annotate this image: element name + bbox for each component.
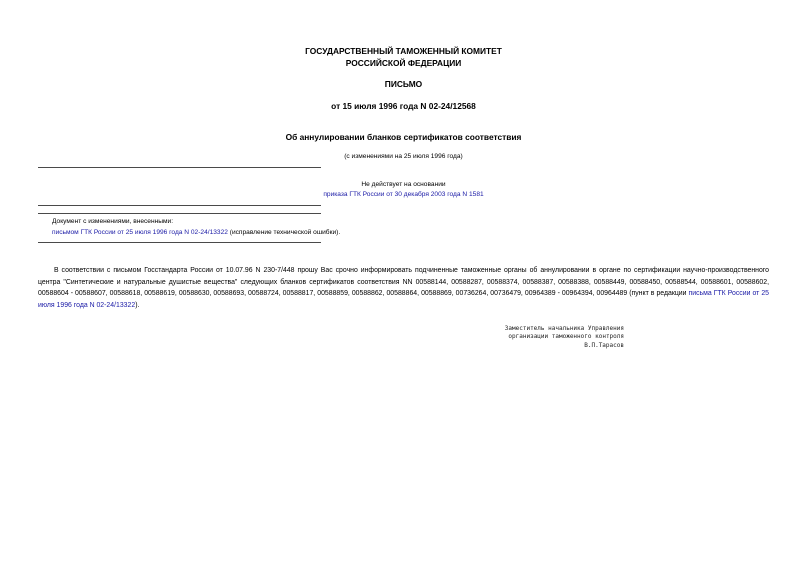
basis-link-line [0,190,807,200]
document-title: Об аннулировании бланков сертификатов соответствия [285,132,522,142]
not-valid-notice: Не действует на основании [361,181,446,188]
changes-line [52,226,340,239]
divider [38,167,321,168]
body-text: В соответствии с письмом Госстандарта России от 10.07.96 N 230-7/448 прошу Вас срочно информировать подчиненные таможенные органы об аннулировании в органе по сертификации научно-производственного центра "Синтетические и натуральные душистые вещества" следующих бланков сертификатов соответствия NN 00588144, 00588287, 00588374, 00588387, 00588388, 00588449, 00588450, 00588544, 00588601, 00588602, 00588604 - 00588607, 00588618, 00588619, 00588630, 00588693, 00588724, 00588817, 00588859, 00588862, 00588864, 00588869, 00736264, 00736479, 00964389 - 00964394, 00964489 [38,267,769,298]
signer-position-line-1: Заместитель начальника Управления [504,325,624,332]
issuer-line-2: РОССИЙСКОЙ ФЕДЕРАЦИИ [345,58,462,68]
divider [38,213,321,214]
signer-name: В.П.Тарасов [584,341,624,349]
divider [38,242,321,243]
issuer-line-1: ГОСУДАРСТВЕННЫЙ ТАМОЖЕННЫЙ КОМИТЕТ [305,46,502,56]
signature-block [486,325,624,350]
body-paragraph [38,265,769,311]
signer-position-line-2: организации таможенного контроля [508,333,624,341]
edition-suffix: ). [135,301,140,309]
edition-letter-link[interactable]: письма ГТК России от 25 июля 1996 года N 02-24/13322 [38,290,769,309]
divider [38,205,321,206]
document-date-number: от 15 июля 1996 года N 02-24/12568 [331,101,476,111]
document-type: ПИСЬМО [384,79,423,89]
edition-prefix: (пункт в редакции [627,290,689,298]
basis-order-link[interactable]: приказа ГТК России от 30 декабря 2003 года N 1581 [323,191,484,198]
amendments-note: (с изменениями на 25 июля 1996 года) [344,153,463,160]
amending-letter-link[interactable]: письмом ГТК России от 25 июля 1996 года N 02-24/13322 [52,229,228,236]
changes-suffix: (исправление технической ошибки). [227,229,341,236]
changes-intro: Документ с изменениями, внесенными: [52,218,174,225]
